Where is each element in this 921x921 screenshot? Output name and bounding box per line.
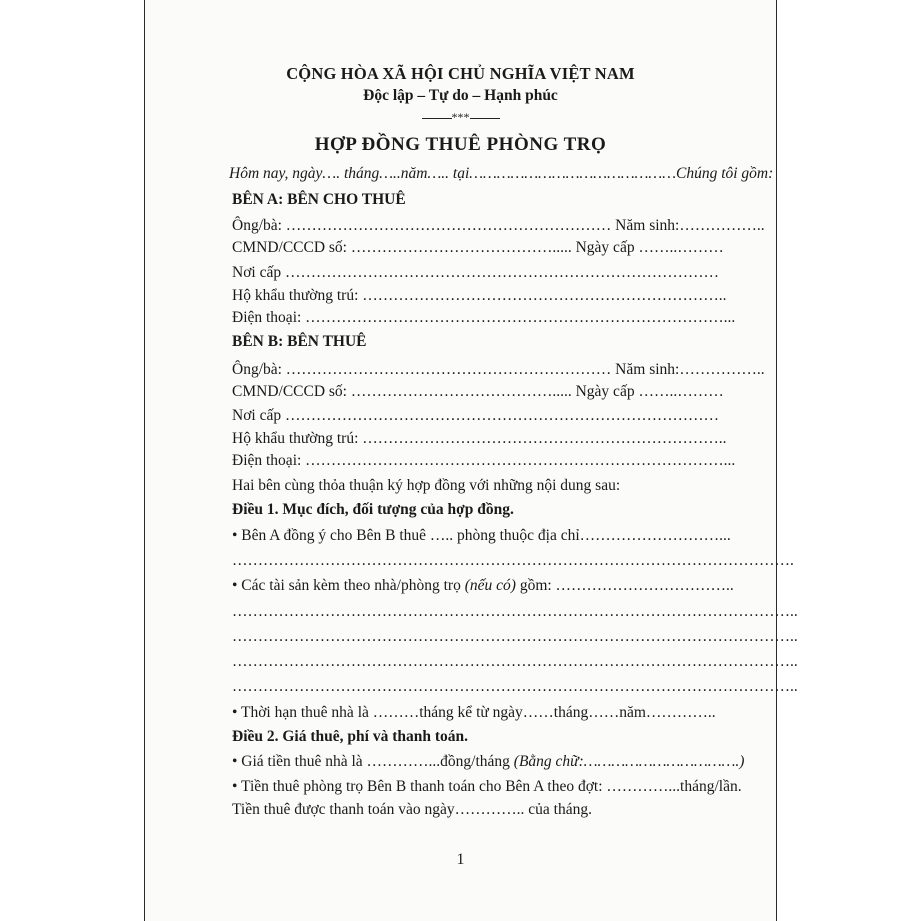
party-a-heading: BÊN A: BÊN CHO THUÊ: [232, 191, 406, 208]
article-1-bullet-term: • Thời hạn thuê nhà là ………tháng kể từ ngày……tháng……năm…………..: [232, 704, 716, 721]
party-b-residence-line: Hộ khẩu thường trú: ……………………………………………………………..: [232, 430, 727, 447]
national-motto: Độc lập – Tự do – Hạnh phúc: [363, 87, 558, 104]
price-in-words: (Bằng chữ:…………………………….): [513, 753, 745, 770]
contract-title: HỢP ĐỒNG THUÊ PHÒNG TRỌ: [314, 134, 607, 155]
party-b-name-line: Ông/bà: ……………………………………………………… Năm sinh:……………..: [232, 361, 765, 378]
national-name: CỘNG HÒA XÃ HỘI CHỦ NGHĨA VIỆT NAM: [286, 64, 635, 83]
contract-page: [144, 0, 798, 921]
article-2-bullet-price: [232, 752, 744, 772]
intro-line: Hôm nay, ngày…. tháng…..năm….. tại………………………………………Chúng tôi gồm:: [229, 165, 774, 182]
party-b-id-line: CMND/CCCD số: …………………………………..... Ngày cấp ……..………: [232, 383, 724, 400]
page-number: 1: [456, 851, 465, 868]
party-b-place-line: Nơi cấp …………………………………………………………………………: [232, 407, 719, 424]
party-b-heading: BÊN B: BÊN THUÊ: [232, 333, 367, 350]
party-a-residence-line: Hộ khẩu thường trú: ……………………………………………………………..: [232, 287, 727, 304]
party-a-name-line: Ông/bà: ……………………………………………………… Năm sinh:……………..: [232, 217, 765, 234]
separator-stars: ***: [451, 110, 470, 124]
article-2-payment-day: Tiền thuê được thanh toán vào ngày………….. của tháng.: [232, 801, 592, 818]
article-1-bullet-premises: • Bên A đồng ý cho Bên B thuê ….. phòng thuộc địa chỉ………………………...: [232, 527, 731, 544]
article-1-blank-line: ………………………………………………………………………………………………..: [232, 603, 798, 620]
party-a-place-line: Nơi cấp …………………………………………………………………………: [232, 264, 719, 281]
party-a-phone-line: Điện thoại: ………………………………………………………………………...: [232, 309, 736, 326]
assets-if-any: (nếu có): [464, 577, 516, 594]
article-1-bullet-assets: [232, 576, 734, 596]
separator-rule-right: [470, 118, 500, 119]
party-a-id-line: CMND/CCCD số: …………………………………..... Ngày cấp ……..………: [232, 239, 724, 256]
separator-rule-left: [422, 118, 452, 119]
price-prefix: • Giá tiền thuê nhà là …………...đồng/tháng: [232, 753, 514, 770]
assets-prefix: • Các tài sản kèm theo nhà/phòng trọ: [232, 577, 465, 594]
article-1-blank-line: ………………………………………………………………………………………………..: [232, 653, 798, 670]
article-1-blank-line: ………………………………………………………………………………………………..: [232, 628, 798, 645]
assets-suffix: gồm: ……………………………..: [515, 577, 734, 594]
article-2-bullet-payment: • Tiền thuê phòng trọ Bên B thanh toán cho Bên A theo đợt: …………...tháng/lần.: [232, 778, 742, 795]
article-1-blank-line: ……………………………………………………………………………………………….: [232, 552, 794, 569]
article-2-heading: Điều 2. Giá thuê, phí và thanh toán.: [232, 728, 468, 745]
party-b-phone-line: Điện thoại: ………………………………………………………………………...: [232, 452, 736, 469]
article-1-blank-line: ………………………………………………………………………………………………..: [232, 678, 798, 695]
agreement-line: Hai bên cùng thỏa thuận ký hợp đồng với những nội dung sau:: [232, 477, 621, 494]
article-1-heading: Điều 1. Mục đích, đối tượng của hợp đồng.: [232, 501, 514, 518]
motto-separator: [145, 110, 776, 125]
